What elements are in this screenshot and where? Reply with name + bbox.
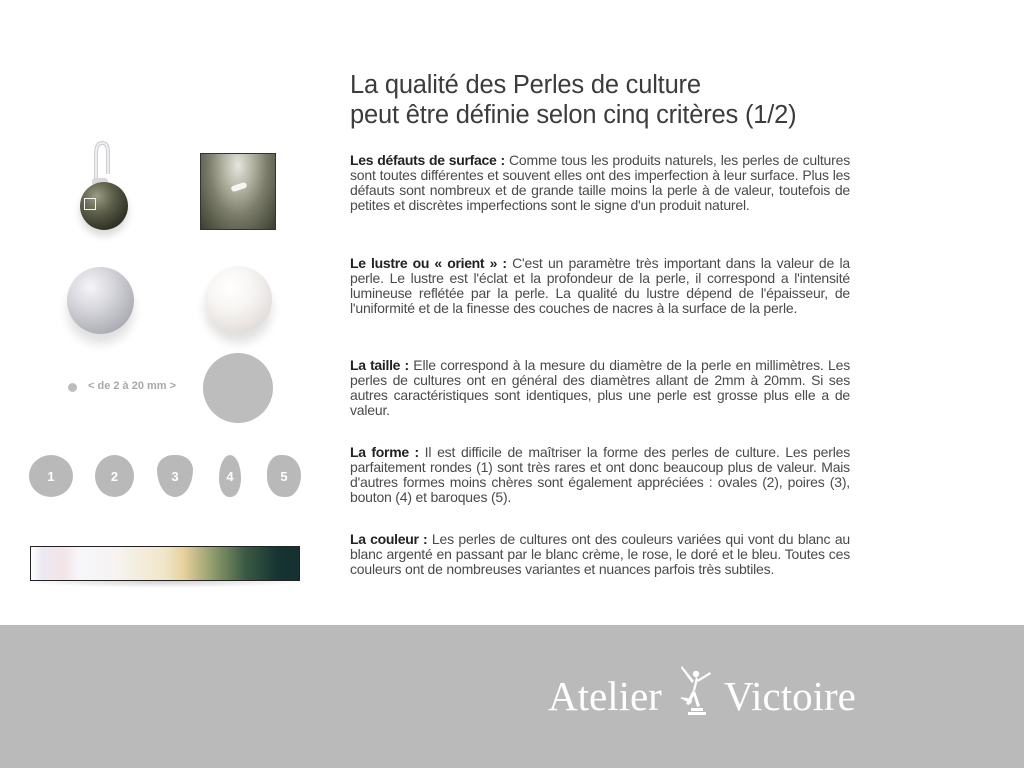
large-pearl-size-circle [203, 353, 273, 423]
low-lustre-pearl-image [67, 267, 134, 334]
brand-word-1: Atelier [548, 673, 662, 719]
section-shape [350, 445, 850, 505]
section-text: Elle correspond à la mesure du diamètre de la perle en millimètres. Les perles de cultures ont en général des diamètres allant de 2mm à 20mm. Si ses autres caractéristiques sont identiques, plus une perle est grosse plus elle a de valeur. [350, 357, 850, 419]
section-surface-defects [350, 153, 850, 213]
size-range-label: < de 2 à 20 mm > [88, 380, 177, 392]
section-text: Les perles de cultures ont des couleurs variées qui vont du blanc au blanc argenté en passant par le blanc crème, le rose, le doré et le bleu. Toutes ces couleurs ont de nombreuses variantes et nuances parfois très subtiles. [350, 531, 851, 578]
defect-marker-square [84, 198, 96, 210]
surface-defect-zoom-image [200, 153, 276, 230]
shape-baroque: 5 [267, 455, 301, 497]
pearl-color-gradient-bar [30, 546, 300, 581]
dancer-icon [676, 660, 716, 722]
shape-oval: 2 [95, 455, 134, 497]
title-line-1: La qualité des Perles de culture [350, 71, 701, 99]
section-color [350, 532, 850, 577]
shape-pear: 3 [157, 455, 193, 497]
section-size [350, 358, 850, 418]
section-text: C'est un paramètre très important dans la valeur de la perle. Le lustre est l'éclat et la profondeur de la perle, il correspond a l'intensité lumineuse reflétée par la perle. La qualité du lustre dépend de l'épaisseur, de l'uniformité et de la finesse des couches de nacres à la surface de la perle. [350, 255, 850, 317]
small-pearl-size-dot [68, 383, 77, 392]
brand-word-2: Victoire [724, 673, 856, 719]
brand-logo [548, 668, 856, 728]
high-lustre-pearl-image [205, 266, 272, 333]
section-lustre [350, 256, 850, 316]
section-text: Il est difficile de maîtriser la forme des perles de culture. Les perles parfaitement rondes (1) sont très rares et ont donc beaucoup plus de valeur. Mais d'autres formes moins chères sont également appréciées : ovales (2), poires (3), bouton (4) et baroques (5). [350, 444, 850, 506]
section-label: La taille : [350, 357, 409, 373]
section-label: La forme : [350, 444, 419, 460]
pendant-bail-image [90, 140, 110, 188]
section-label: La couleur : [350, 531, 428, 547]
footer [0, 625, 1024, 768]
section-label: Le lustre ou « orient » : [350, 255, 507, 271]
title-line-2: peut être définie selon cinq critères (1/2) [350, 101, 797, 129]
shape-button: 4 [219, 455, 241, 497]
section-label: Les défauts de surface : [350, 152, 505, 168]
page-title [350, 70, 870, 130]
shape-round: 1 [29, 455, 73, 497]
section-text: Comme tous les produits naturels, les perles de cultures sont toutes différentes et souvent elles ont des imperfection à leur surface. Plus les défauts sont nombreux et de grande taille moins la perle à de valeur, toutefois de petites et discrètes imperfections sont le signe d'un produit naturel. [350, 152, 850, 214]
